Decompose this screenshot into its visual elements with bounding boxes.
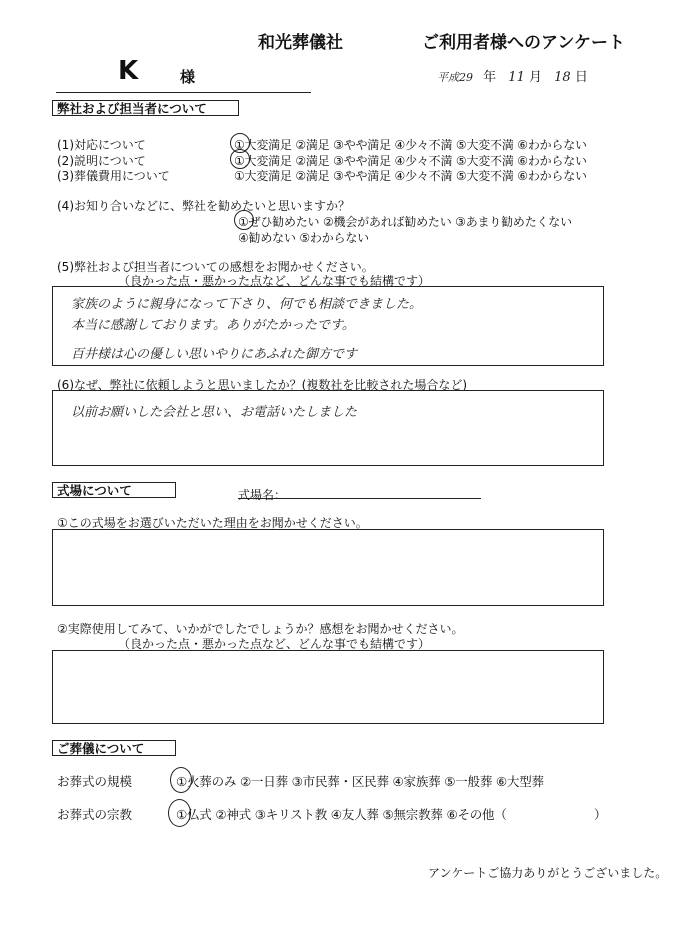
impressions-answer-line2: 本当に感謝しております。ありがたかったです。 bbox=[71, 318, 355, 333]
reason-answer: 以前お願いした会社と思い、お電話いたしました bbox=[71, 405, 358, 420]
funeral-religion-label: お葬式の宗教 bbox=[57, 807, 133, 822]
impressions-answer-box[interactable] bbox=[52, 286, 604, 366]
section-company-staff-heading: 弊社および担当者について bbox=[52, 100, 239, 116]
venue-reason-box[interactable] bbox=[52, 529, 604, 606]
selected-circle-scale bbox=[170, 767, 192, 793]
reason-answer-box[interactable] bbox=[52, 390, 604, 466]
question-reason: (6)なぜ、弊社に依頼しようと思いましたか？(複数社を比較された場合など) bbox=[57, 378, 468, 392]
question-explanation: (2)説明について bbox=[57, 154, 146, 168]
section-funeral-heading: ご葬儀について bbox=[52, 740, 176, 756]
rating-options-explanation[interactable]: ①大変満足 ②満足 ③やや満足 ④少々不満 ⑤大変不満 ⑥わからない bbox=[234, 154, 587, 168]
question-venue-impressions: ②実際使用してみて、いかがでしたでしょうか？感想をお聞かせください。 bbox=[57, 622, 464, 636]
selected-circle-religion bbox=[168, 799, 191, 827]
selected-circle-explanation bbox=[230, 149, 250, 169]
venue-impressions-box[interactable] bbox=[52, 650, 604, 724]
impressions-answer-line1: 家族のように親身になって下さり、何でも相談できました。 bbox=[71, 297, 423, 312]
venue-name-label: 式場名： bbox=[238, 488, 287, 502]
question-venue-impressions-sub: （良かった点・悪かった点など、どんな事でも結構です） bbox=[118, 637, 431, 651]
customer-initial: K bbox=[118, 56, 139, 86]
date-day-label: 日 bbox=[574, 70, 588, 85]
survey-date bbox=[437, 66, 588, 85]
funeral-scale-label: お葬式の規模 bbox=[57, 774, 133, 789]
survey-title: ご利用者様へのアンケート bbox=[422, 33, 625, 53]
impressions-answer-line3: 百井様は心の優しい思いやりにあふれた御方です bbox=[71, 347, 358, 362]
rating-options-response[interactable]: ①大変満足 ②満足 ③やや満足 ④少々不満 ⑤大変不満 ⑥わからない bbox=[234, 138, 587, 152]
recommend-options-line1[interactable]: ①ぜひ勧めたい ②機会があれば勧めたい ③あまり勧めたくない bbox=[238, 215, 572, 229]
venue-name-field[interactable] bbox=[238, 498, 481, 499]
section-venue-heading: 式場について bbox=[52, 482, 176, 498]
question-impressions-sub: （良かった点・悪かった点など、どんな事でも結構です） bbox=[118, 274, 431, 288]
date-month-label: 月 bbox=[528, 70, 542, 85]
funeral-religion-options[interactable]: ①仏式 ②神式 ③キリスト教 ④友人葬 ⑤無宗教葬 ⑥その他（ bbox=[176, 807, 507, 822]
rating-options-cost[interactable]: ①大変満足 ②満足 ③やや満足 ④少々不満 ⑤大変不満 ⑥わからない bbox=[234, 169, 587, 183]
company-name: 和光葬儀社 bbox=[258, 33, 343, 53]
customer-honorific: 様 bbox=[180, 68, 196, 86]
date-month: 11 bbox=[508, 70, 525, 85]
thanks-message: アンケートご協力ありがとうございました。 bbox=[428, 866, 668, 880]
question-recommend: (4)お知り合いなどに、弊社を勧めたいと思いますか？ bbox=[57, 199, 351, 213]
date-era: 平成29 bbox=[437, 71, 473, 84]
funeral-scale-options[interactable]: ①火葬のみ ②一日葬 ③市民葬・区民葬 ④家族葬 ⑤一般葬 ⑥大型葬 bbox=[176, 774, 544, 789]
question-venue-reason: ①この式場をお選びいただいた理由をお聞かせください。 bbox=[57, 516, 368, 530]
recommend-options-line2[interactable]: ④勧めない ⑤わからない bbox=[238, 231, 369, 245]
question-cost: (3)葬儀費用について bbox=[57, 169, 170, 183]
question-response: (1)対応について bbox=[57, 138, 146, 152]
funeral-religion-close: ） bbox=[594, 807, 607, 822]
date-year-label: 年 bbox=[483, 70, 497, 85]
date-day: 18 bbox=[554, 70, 571, 85]
question-impressions: (5)弊社および担当者についての感想をお聞かせください。 bbox=[57, 260, 374, 274]
customer-name-underline bbox=[56, 92, 311, 93]
selected-circle-recommend bbox=[234, 210, 254, 230]
